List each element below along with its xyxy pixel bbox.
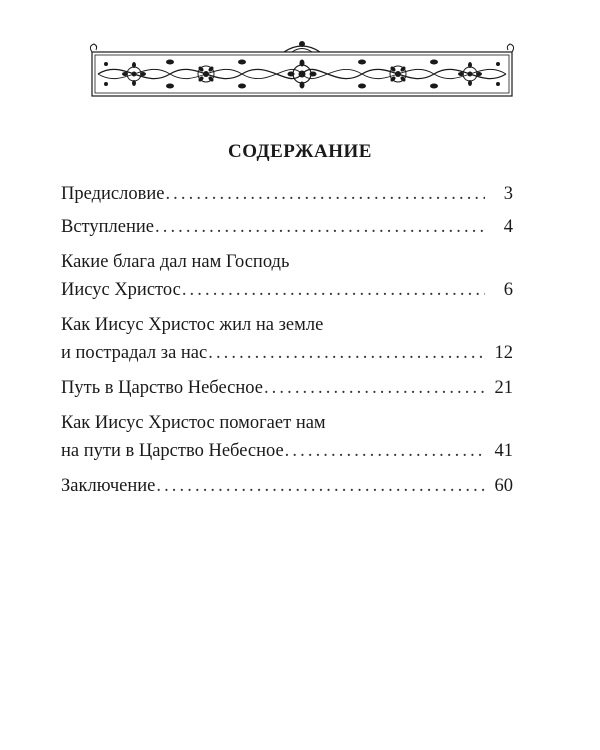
toc-page-number: 60 — [494, 476, 513, 496]
toc-leader-dots — [182, 276, 485, 304]
toc-entry-title: Вступление — [61, 217, 154, 237]
toc-entry-title-line: Как Иисус Христос жил на земле — [61, 315, 324, 335]
toc-leader-dots — [285, 437, 485, 465]
toc-page-number: 41 — [494, 441, 513, 461]
page-title: СОДЕРЖАНИЕ — [228, 141, 372, 162]
toc-page-number: 4 — [503, 217, 513, 237]
toc-leader-dots — [264, 374, 485, 402]
toc-page-number: 21 — [494, 378, 513, 398]
toc-entry[interactable] — [61, 472, 513, 500]
floral-ornament-icon — [84, 40, 520, 100]
toc-page-number: 12 — [494, 343, 513, 363]
toc-page-number: 3 — [503, 184, 513, 204]
toc-entry-title: Предисловие — [61, 184, 165, 204]
table-of-contents — [61, 180, 513, 500]
toc-entry-title: Заключение — [61, 476, 156, 496]
toc-entry[interactable] — [61, 409, 513, 465]
toc-entry[interactable] — [61, 213, 513, 241]
toc-entry[interactable] — [61, 248, 513, 304]
toc-page-number: 6 — [503, 280, 513, 300]
toc-leader-dots — [156, 472, 485, 500]
toc-leader-dots — [155, 213, 485, 241]
toc-leader-dots — [165, 180, 485, 208]
toc-entry-title-line: на пути в Царство Небесное — [61, 441, 284, 461]
toc-entry[interactable] — [61, 180, 513, 208]
toc-entry-title-line: и пострадал за нас — [61, 343, 208, 363]
toc-entry[interactable] — [61, 374, 513, 402]
toc-entry-title-line: Иисус Христос — [61, 280, 181, 300]
toc-leader-dots — [208, 339, 485, 367]
toc-entry-title: Путь в Царство Небесное — [61, 378, 263, 398]
toc-entry-title-line: Какие блага дал нам Господь — [61, 252, 290, 272]
toc-entry-title-line: Как Иисус Христос помогает нам — [61, 413, 326, 433]
toc-entry[interactable] — [61, 311, 513, 367]
